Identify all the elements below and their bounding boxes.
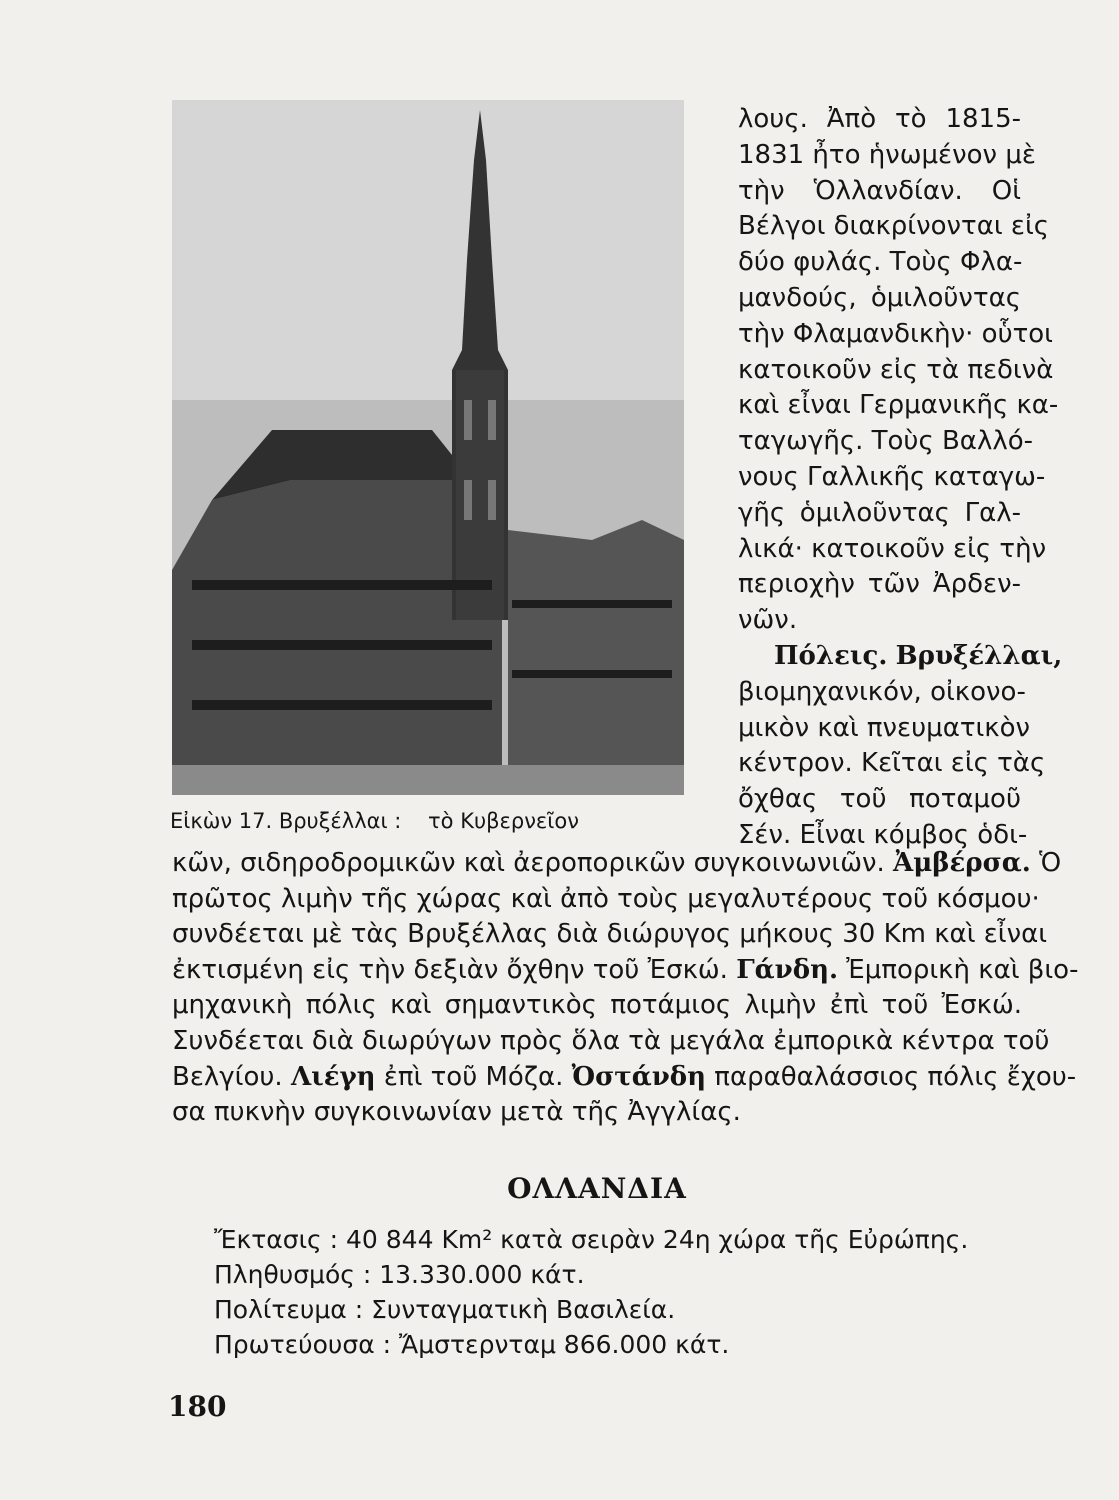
body-line-2: πρῶτος λιμὴν τῆς χώρας καὶ ἀπὸ τοὺς μεγαλυτέρους τοῦ κόσμου· xyxy=(172,883,1040,914)
right-line-8: κατοικοῦν εἰς τὰ πεδινὰ xyxy=(738,354,1054,385)
body-line-7 xyxy=(172,1060,1077,1096)
right-line-15: νῶν. xyxy=(738,605,798,636)
city-ostend: Ὀστάνδη xyxy=(571,1061,707,1092)
right-line-3: τὴν Ὁλλανδίαν. Οἱ xyxy=(738,175,1021,206)
right-line-10: ταγωγῆς. Τοὺς Βαλλό- xyxy=(738,426,1034,457)
cities-line-4: ὄχθας τοῦ ποταμοῦ xyxy=(738,784,1021,815)
cities-heading-line xyxy=(738,639,1063,675)
right-column-text xyxy=(738,102,1063,854)
cities-line-2: μικὸν καὶ πνευματικὸν xyxy=(738,712,1031,743)
right-line-2: 1831 ἦτο ἡνωμένον μὲ xyxy=(738,139,1036,170)
body-text: Βελγίου. xyxy=(172,1061,283,1092)
right-line-4: Βέλγοι διακρίνονται εἰς xyxy=(738,211,1050,242)
body-line-1 xyxy=(172,846,1062,882)
brussels-town-hall-photo xyxy=(172,100,684,795)
town-hall-illustration xyxy=(172,100,684,795)
full-width-text xyxy=(172,846,1079,1131)
right-line-9: καὶ εἶναι Γερμανικῆς κα- xyxy=(738,390,1059,421)
right-line-1: λους. Ἀπὸ τὸ 1815- xyxy=(738,104,1021,134)
figure-caption xyxy=(170,808,730,834)
right-line-11: νους Γαλλικῆς καταγω- xyxy=(738,461,1046,492)
body-text: ἐπὶ τοῦ Μόζα. xyxy=(383,1061,564,1092)
city-ghent: Γάνδη. xyxy=(736,954,839,985)
city-liege: Λιέγη xyxy=(290,1061,376,1092)
right-line-5: δύο φυλάς. Τοὺς Φλα- xyxy=(738,247,1023,278)
right-line-7: τὴν Φλαμανδικὴν· οὗτοι xyxy=(738,318,1053,349)
fact-area: Ἔκτασις : 40 844 Km² κατὰ σειρὰν 24η χώρα τῆς Εὐρώπης. xyxy=(214,1225,969,1254)
right-line-14: περιοχὴν τῶν Ἀρδεν- xyxy=(738,569,1021,600)
body-line-4 xyxy=(172,953,1079,989)
body-text: Ὁ xyxy=(1039,848,1062,878)
section-heading-netherlands: ΟΛΛΑΝΔΙΑ xyxy=(507,1172,687,1205)
fact-capital: Πρωτεύουσα : Ἄμστερνταμ 866.000 κάτ. xyxy=(214,1330,730,1359)
right-line-12: γῆς ὁμιλοῦντας Γαλ- xyxy=(738,497,1021,528)
cities-heading: Πόλεις. xyxy=(774,640,888,671)
cities-line-3: κέντρον. Κεῖται εἰς τὰς xyxy=(738,748,1046,779)
body-line-3: συνδέεται μὲ τὰς Βρυξέλλας διὰ διώρυγος μήκους 30 Km καὶ εἶναι xyxy=(172,919,1048,950)
body-text: Ἐμπορικὴ καὶ βιο- xyxy=(846,954,1079,985)
city-antwerp: Ἀμβέρσα. xyxy=(893,848,1031,878)
fact-government: Πολίτευμα : Συνταγματικὴ Βασιλεία. xyxy=(214,1295,676,1324)
caption-label: Εἰκὼν 17. Βρυξέλλαι : xyxy=(170,809,402,833)
body-text: κῶν, σιδηροδρομικῶν καὶ ἀεροπορικῶν συγκοινωνιῶν. xyxy=(172,848,885,878)
cities-line-1: βιομηχανικόν, οἰκονο- xyxy=(738,676,1026,707)
right-line-6: μανδούς, ὁμιλοῦντας xyxy=(738,282,1021,313)
netherlands-facts xyxy=(214,1222,1034,1362)
body-text: παραθαλάσσιος πόλις ἔχου- xyxy=(714,1061,1077,1092)
city-brussels: Βρυξέλλαι, xyxy=(895,640,1063,671)
page-number: 180 xyxy=(168,1390,227,1423)
body-line-8: σα πυκνὴν συγκοινωνίαν μετὰ τῆς Ἀγγλίας. xyxy=(172,1097,741,1128)
body-line-5: μηχανικὴ πόλις καὶ σημαντικὸς ποτάμιος λιμὴν ἐπὶ τοῦ Ἐσκώ. xyxy=(172,990,1022,1021)
right-line-13: λικά· κατοικοῦν εἰς τὴν xyxy=(738,533,1047,564)
body-line-6: Συνδέεται διὰ διωρύγων πρὸς ὅλα τὰ μεγάλα ἐμπορικὰ κέντρα τοῦ xyxy=(172,1025,1050,1056)
caption-title: τὸ Κυβερνεῖον xyxy=(428,809,579,833)
cities-line-5: Σέν. Εἶναι κόμβος ὁδι- xyxy=(738,819,1028,850)
fact-population: Πληθυσμός : 13.330.000 κάτ. xyxy=(214,1260,585,1289)
body-text: ἐκτισμένη εἰς τὴν δεξιὰν ὄχθην τοῦ Ἐσκώ. xyxy=(172,954,728,985)
